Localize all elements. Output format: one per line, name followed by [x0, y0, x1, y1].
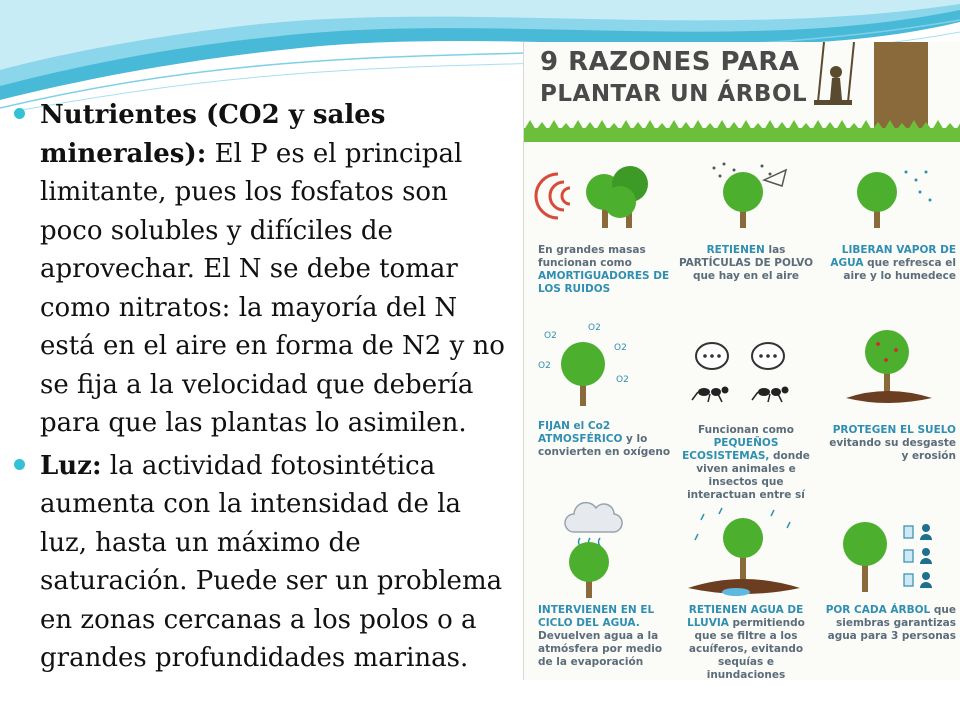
caption-highlight: AMORTIGUADORES DE LOS RUIDOS: [538, 270, 670, 295]
reason-rainwater: [674, 504, 814, 680]
reason-caption: [538, 420, 674, 459]
soil-tree-icon: [816, 320, 956, 410]
caption-text: las PARTÍCULAS DE POLVO que hay en el aire: [678, 244, 814, 282]
reason-water-vapor: [816, 154, 956, 309]
reason-co2-fixation: [534, 320, 674, 475]
bullet-term: Luz:: [40, 450, 102, 481]
caption-highlight: PEQUEÑOS ECOSISTEMAS,: [682, 437, 779, 462]
caption-text: que refresca el aire y lo humedece: [843, 257, 956, 282]
bullet-term: Nutrientes (CO2 y sales minerales):: [40, 100, 386, 169]
bullet-item-nutrientes: [14, 96, 514, 443]
bullet-text: la actividad fotosintética aumenta con la intensidad de la luz, hasta un máximo de saturación. Puede ser un problema en zonas cercanas a los polos o a grandes profundidades marinas.: [40, 450, 503, 673]
caption-highlight: POR CADA ÁRBOL: [825, 604, 931, 616]
infographic-image: [523, 42, 960, 680]
bullet-dot-icon: [14, 108, 25, 119]
caption-highlight: LIBERAN VAPOR DE AGUA: [830, 244, 956, 269]
reason-caption: [538, 604, 674, 669]
people-water-tree-icon: [816, 504, 956, 604]
caption-text: y lo convierten en oxígeno: [538, 433, 671, 458]
slide-body-text: [14, 96, 514, 682]
caption-highlight: RETIENEN: [706, 244, 765, 256]
o2-label: O2: [588, 323, 601, 333]
reason-caption: [678, 604, 814, 680]
infographic-title-line2: PLANTAR UN ÁRBOL: [540, 81, 808, 107]
reason-soil-protection: [816, 320, 956, 475]
reason-ecosystems: [674, 334, 814, 501]
ants-speech-icon: [674, 334, 814, 414]
caption-text: donde viven animales e insectos que interactuan entre sí: [687, 450, 810, 501]
o2-tree-icon: [534, 320, 674, 410]
dust-tree-icon: [674, 154, 814, 234]
caption-text: Devuelven agua a la atmósfera por medio de la evaporación: [538, 630, 663, 668]
bullet-text: El P es el principal limitante, pues los fosfatos son poco solubles y difíciles de aprovechar. El N se debe tomar como nitratos: la mayoría del N está en el aire en forma de N2 y no se fija a la velocidad que debería para que las plantas lo asimilen.: [40, 138, 505, 438]
reason-caption: [820, 424, 956, 463]
caption-highlight: FIJAN el Co2 ATMOSFÉRICO: [538, 420, 623, 445]
caption-text: evitando su desgaste y erosión: [829, 437, 956, 462]
rain-tree-icon: [674, 504, 814, 604]
caption-text: que siembras garantizas agua para 3 personas: [827, 604, 956, 642]
o2-label: O2: [538, 361, 551, 371]
reason-dust-particles: [674, 154, 814, 309]
cloud-tree-icon: [534, 490, 674, 600]
bullet-dot-icon: [14, 459, 25, 470]
caption-highlight: PROTEGEN EL SUELO: [832, 424, 956, 436]
caption-text: En grandes masas funcionan como: [538, 244, 646, 269]
tree-trunk-illustration: [874, 42, 928, 132]
o2-label: O2: [614, 343, 627, 353]
reason-water-cycle: [534, 490, 674, 668]
caption-highlight: RETIENEN AGUA DE LLUVIA: [687, 604, 804, 629]
caption-text: permitiendo que se filtre a los acuíferos, evitando sequías e inundaciones: [688, 617, 805, 680]
bullet-item-luz: [14, 447, 514, 678]
vapor-tree-icon: [816, 154, 956, 234]
caption-text: Funcionan como: [698, 424, 794, 436]
reason-caption: [678, 244, 814, 283]
grass-strip-decoration: [524, 120, 960, 142]
reason-noise-buffer: [534, 154, 674, 309]
o2-label: O2: [544, 331, 557, 341]
reason-caption: [678, 424, 814, 502]
noise-tree-icon: [534, 154, 674, 234]
o2-label: O2: [616, 375, 629, 385]
reason-caption: [820, 244, 956, 283]
caption-highlight: INTERVIENEN EN EL CICLO DEL AGUA.: [538, 604, 655, 629]
reason-water-per-tree: [816, 504, 956, 659]
reason-caption: [820, 604, 956, 643]
infographic-title: [540, 46, 830, 110]
infographic-title-line1: 9 RAZONES PARA: [540, 47, 800, 77]
reason-caption: [538, 244, 674, 296]
